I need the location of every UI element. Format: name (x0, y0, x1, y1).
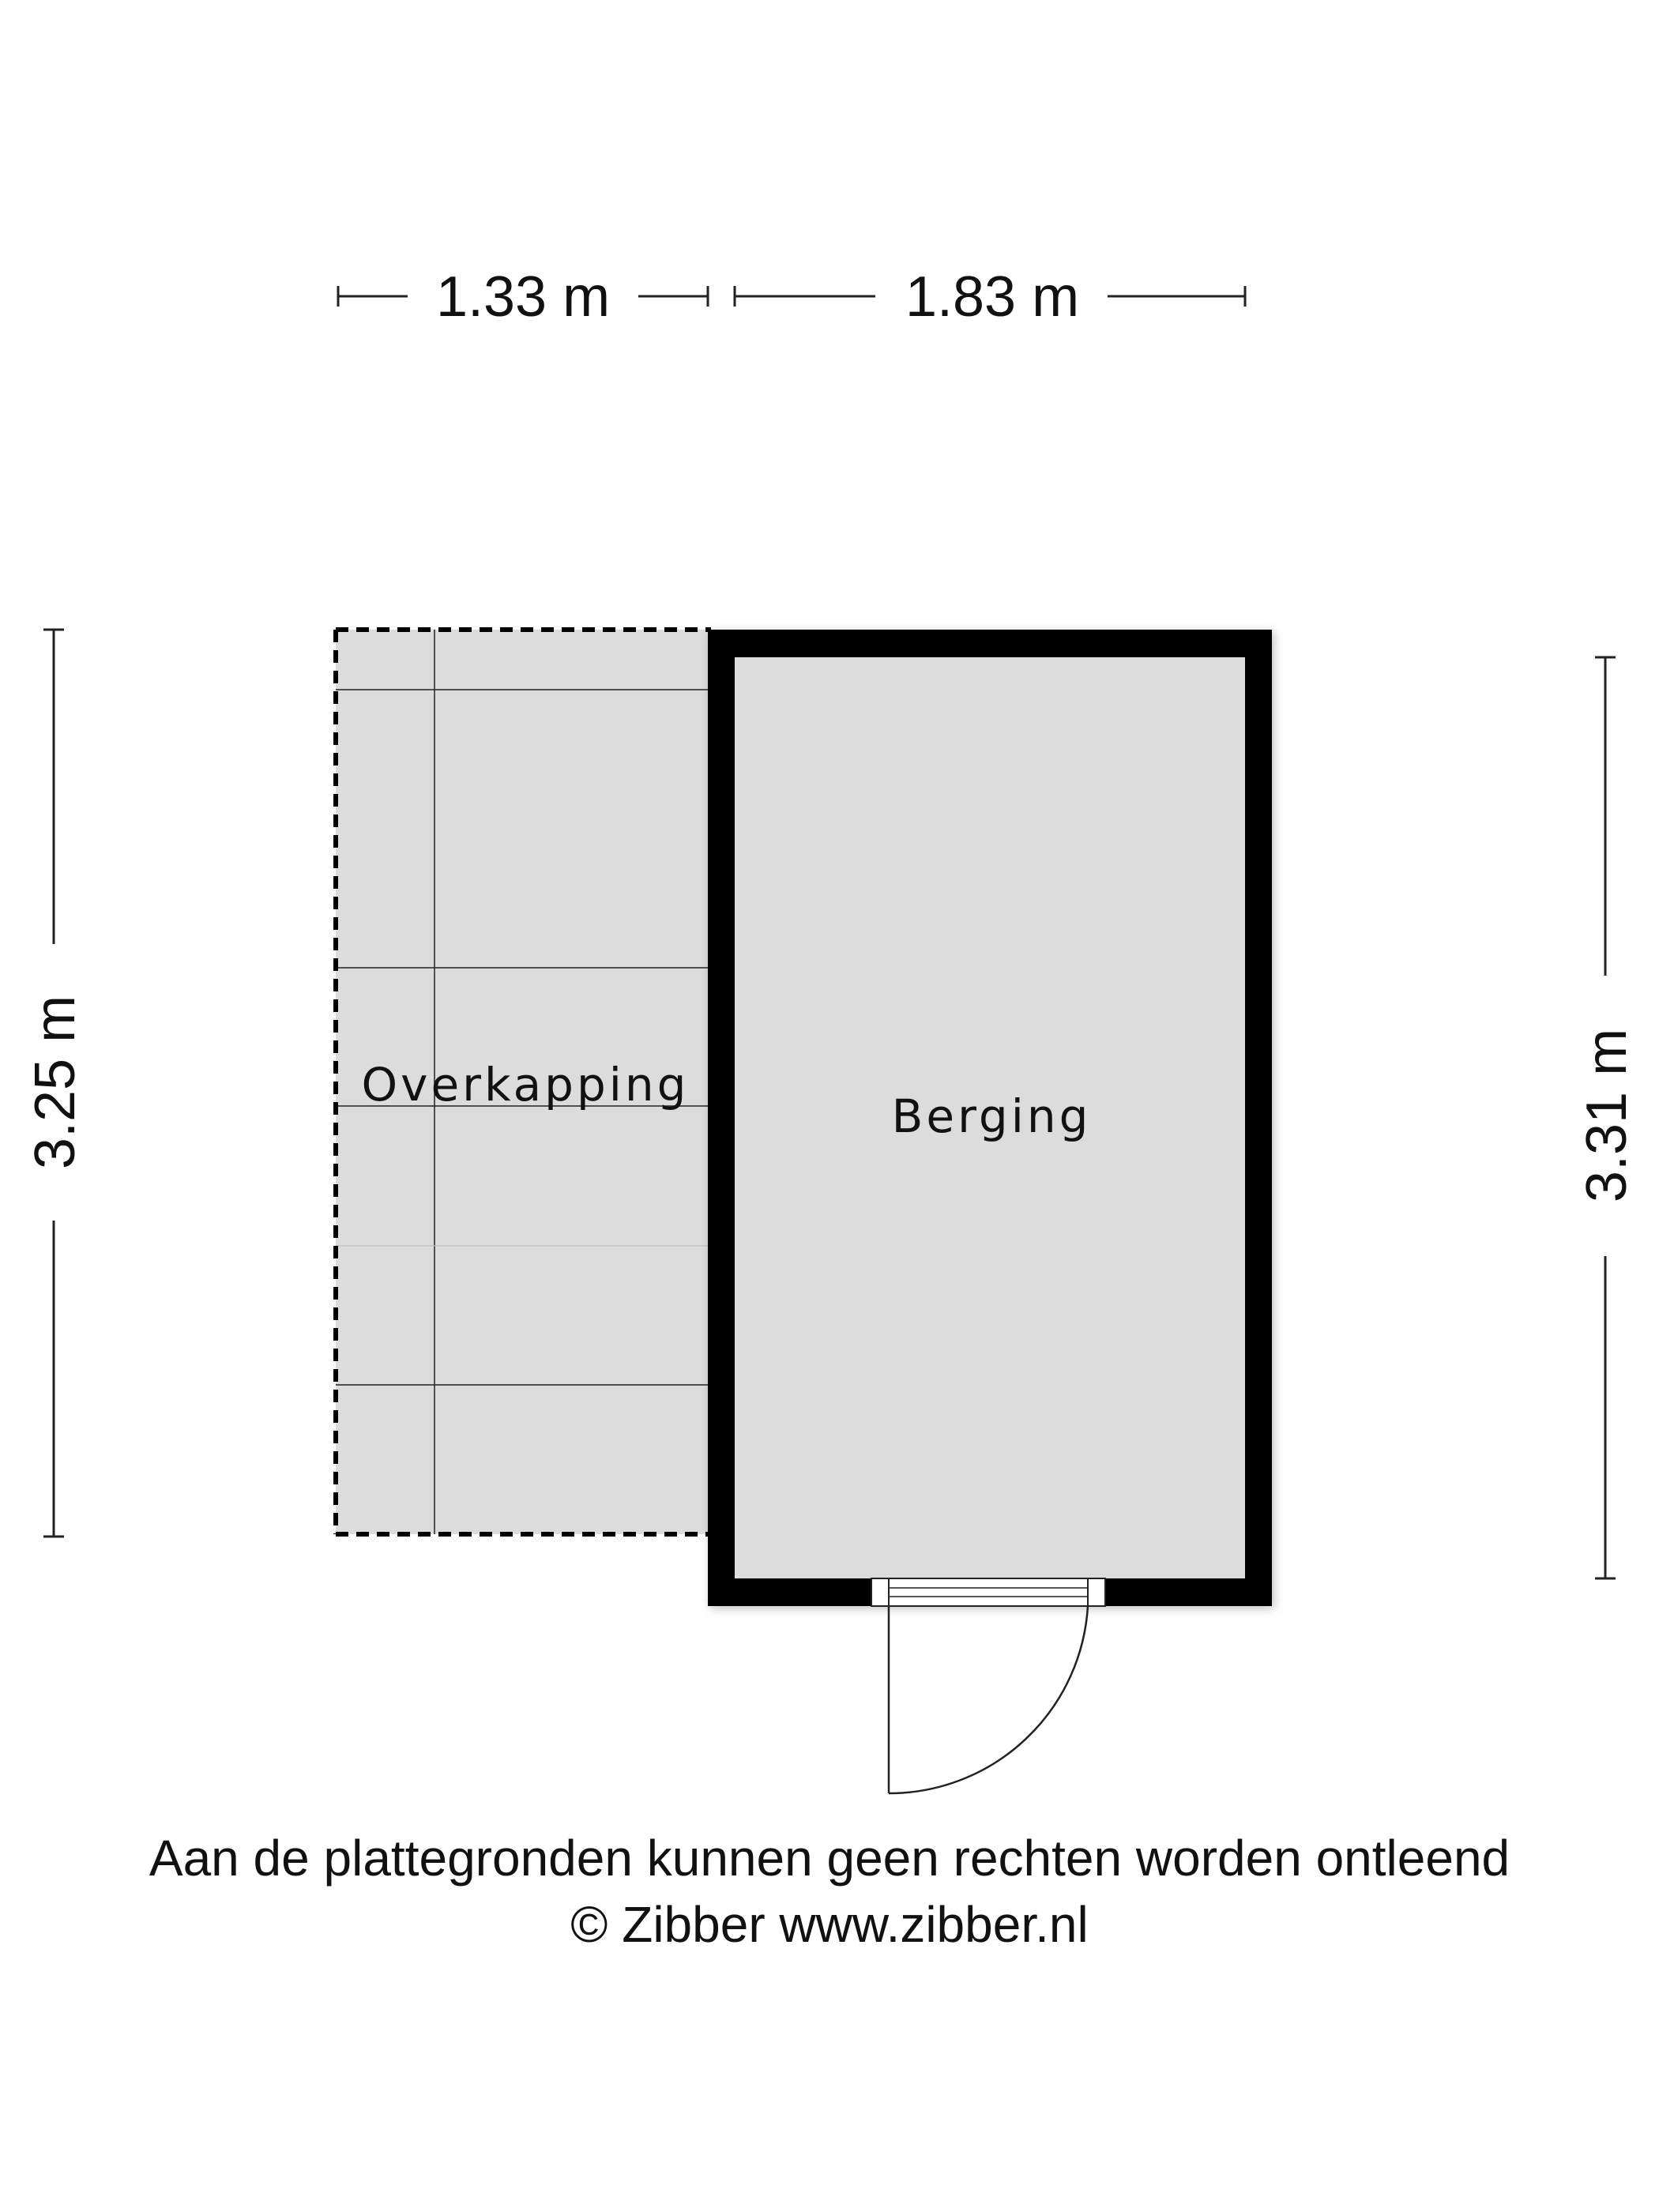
door (871, 1578, 1105, 1793)
footer (0, 1825, 1659, 1958)
dimension-label-top-right: 1.83 m (905, 265, 1080, 329)
room-label-overkapping: Overkapping (361, 1058, 690, 1112)
copyright-text: © Zibber www.zibber.nl (570, 1896, 1089, 1953)
room-label-berging: Berging (891, 1089, 1092, 1143)
dimension-label-right: 3.31 m (1575, 1028, 1638, 1203)
dimension-label-left: 3.25 m (24, 995, 87, 1170)
dimension-label-top-left: 1.33 m (435, 265, 611, 329)
disclaimer-text: Aan de plattegronden kunnen geen rechten worden ontleend (149, 1830, 1510, 1887)
